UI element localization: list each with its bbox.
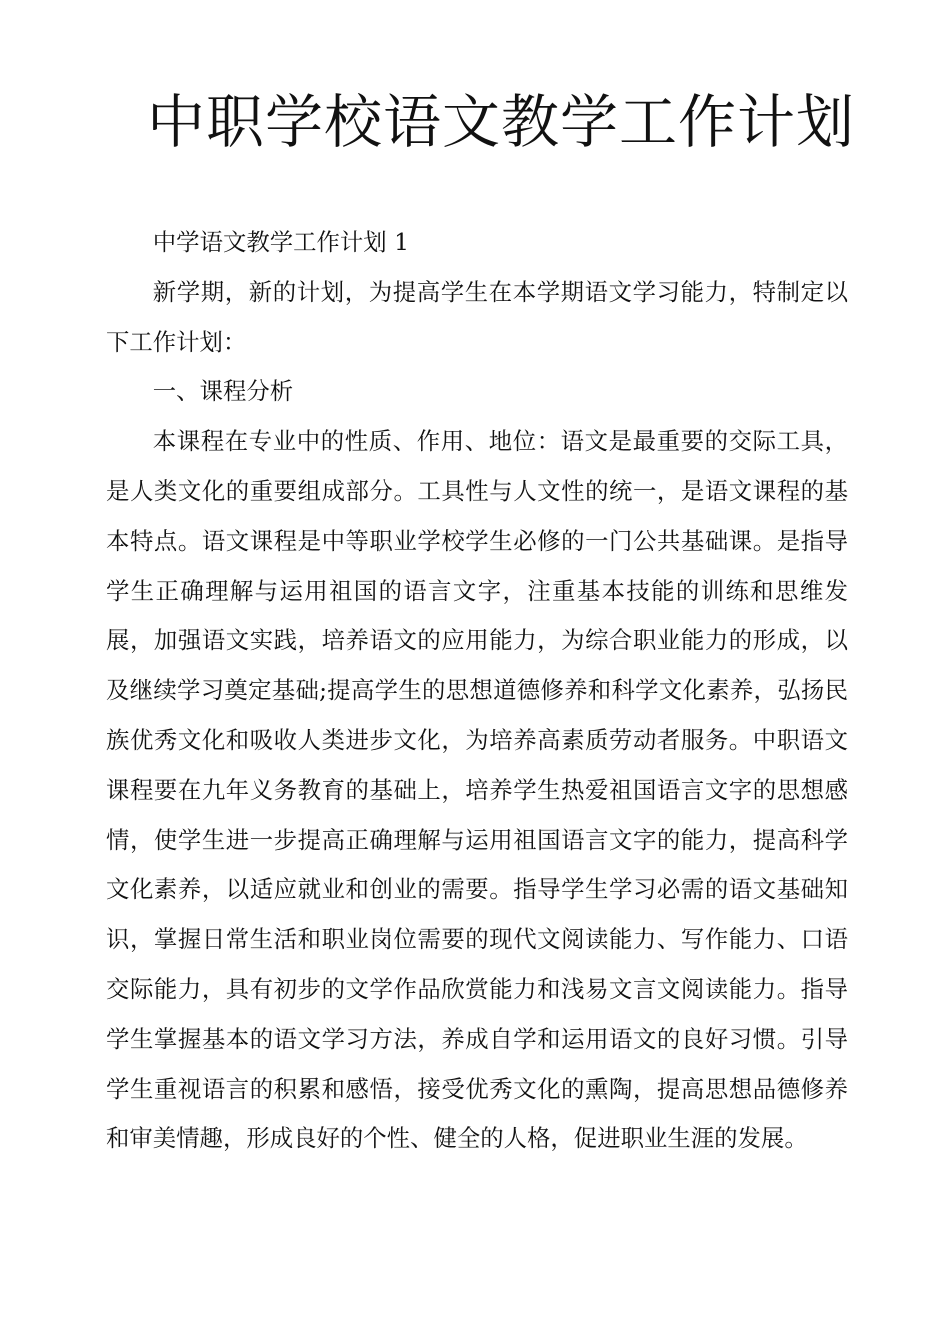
intro-paragraph: 新学期，新的计划，为提高学生在本学期语文学习能力，特制定以下工作计划： (106, 277, 848, 356)
document-body (106, 218, 848, 1164)
document-title: 中职学校语文教学工作计划 (146, 88, 855, 156)
course-analysis-paragraph: 本课程在专业中的性质、作用、地位：语文是最重要的交际工具，是人类文化的重要组成部分。工具性与人文性的统一，是语文课程的基本特点。语文课程是中等职业学校学生必修的一门公共基础课。是指导学生正确理解与运用祖国的语言文字，注重基本技能的训练和思维发展，加强语文实践，培养语文的应用能力，为综合职业能力的形成，以及继续学习奠定基础;提高学生的思想道德修养和科学文化素养，弘扬民族优秀文化和吸收人类进步文化，为培养高素质劳动者服务。中职语文课程要在九年义务教育的基础上，培养学生热爱祖国语言文字的思想感情，使学生进一步提高正确理解与运用祖国语言文字的能力，提高科学文化素养，以适应就业和创业的需要。指导学生学习必需的语文基础知识，掌握日常生活和职业岗位需要的现代文阅读能力、写作能力、口语交际能力，具有初步的文学作品欣赏能力和浅易文言文阅读能力。指导学生掌握基本的语文学习方法，养成自学和运用语文的良好习惯。引导学生重视语言的积累和感悟，接受优秀文化的熏陶，提高思想品德修养和审美情趣，形成良好的个性、健全的人格，促进职业生涯的发展。 (106, 427, 848, 1153)
section-heading-plan-1: 中学语文教学工作计划 1 (152, 228, 410, 256)
section-heading-course-analysis: 一、课程分析 (152, 377, 294, 406)
